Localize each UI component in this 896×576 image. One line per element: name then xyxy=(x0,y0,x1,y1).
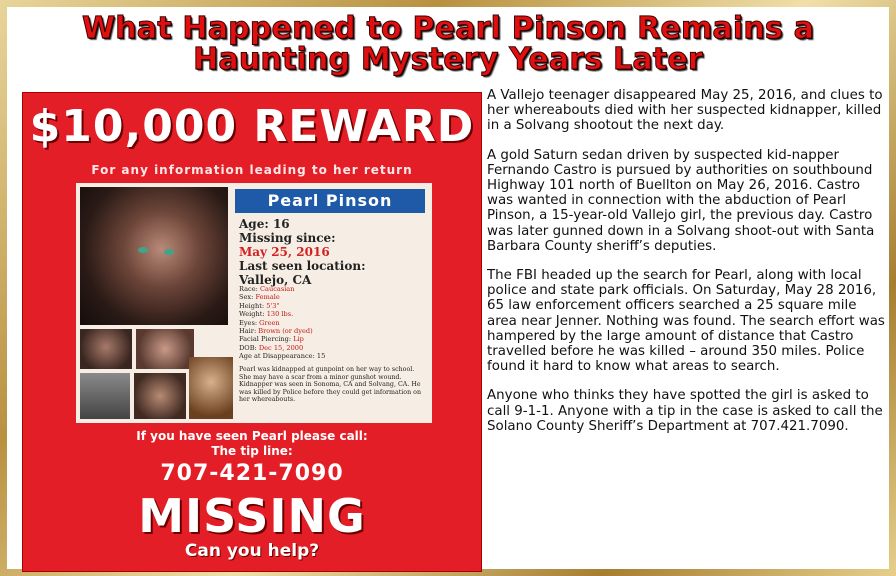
thumbnail-photo xyxy=(136,329,194,369)
missing-poster xyxy=(22,92,482,572)
eye-shape xyxy=(138,247,148,253)
article-canvas xyxy=(7,7,889,569)
detail-row: Race: Caucasian xyxy=(239,285,295,293)
detail-row: DOB: Dec 15, 2000 xyxy=(239,343,304,352)
missing-title: MISSING xyxy=(138,489,366,543)
article-paragraph: A Vallejo teenager disappeared May 25, 2016, and clues to her whereabouts died with her suspected kidnapper, killed in a Solvang shootout the next day. xyxy=(487,88,883,134)
headline-line-2: Haunting Mystery Years Later xyxy=(193,42,703,77)
tip-line-phone: 707-421-7090 xyxy=(160,461,344,486)
detail-row: Height: 5'3" xyxy=(239,301,280,310)
key-info xyxy=(239,217,429,287)
article-body xyxy=(487,88,885,448)
thumbnail-photo xyxy=(189,357,233,419)
last-seen-label: Last seen location: xyxy=(239,259,366,273)
thumbnail-photo xyxy=(80,329,132,369)
call-instructions xyxy=(23,429,481,459)
reward-subtitle: For any information leading to her return xyxy=(91,163,413,177)
article-paragraph: Anyone who thinks they have spotted the girl is asked to call 9-1-1. Anyone with a tip in the case is asked to call the Solano County Sheriff’s Department at 707.421.7090. xyxy=(487,388,883,434)
article-paragraph: A gold Saturn sedan driven by suspected kid-napper Fernando Castro is pursued by authorities on southbound Highway 101 north of Buellton on May 26, 2016. Castro was wanted in connection with the abduction of Pearl Pinson, a 15-year-old Vallejo girl, the previous day. Castro was later gunned down in a Solvang shoot-out with Santa Barbara County sheriff’s deputies. xyxy=(487,147,875,254)
eye-shape xyxy=(164,249,174,255)
detail-row: Eyes: Green xyxy=(239,318,280,327)
call-line-1: If you have seen Pearl please call: xyxy=(136,429,368,443)
detail-row: Age at Disappearance: 15 xyxy=(239,352,326,361)
detail-row: Facial Piercing: Lip xyxy=(239,335,304,344)
detail-row: Weight: 130 lbs. xyxy=(239,310,294,319)
help-subtitle: Can you help? xyxy=(184,541,320,561)
missing-since-label: Missing since: xyxy=(239,231,336,245)
headline-line-1: What Happened to Pearl Pinson Remains a xyxy=(81,11,815,46)
detail-row: Hair: Brown (or dyed) xyxy=(239,327,313,336)
thumbnail-photo xyxy=(80,373,130,419)
age: Age: 16 xyxy=(239,217,290,231)
article-paragraph: The FBI headed up the search for Pearl, along with local police and state park officials. On Saturday, May 28 2016, 65 law enforcement officers searched a 25 square mile area near Jenner. Nothing was found. The search effort was hampered by the large amount of distance that Castro travelled before he was killed – around 350 miles. Police found it hard to know what areas to search. xyxy=(487,268,885,375)
narrative: Pearl was kidnapped at gunpoint on her way to school. She may have a scar from a minor gunshot wound. Kidnapper was seen in Sonoma, CA and Solvang, CA. He was killed by Police before they could get information on her whereabouts. xyxy=(239,366,422,404)
reward-title: $10,000 REWARD xyxy=(29,101,475,152)
headline xyxy=(7,13,889,75)
thumbnail-photo xyxy=(134,373,186,419)
missing-since-value: May 25, 2016 xyxy=(239,245,330,259)
main-photo xyxy=(80,187,228,325)
details-list xyxy=(239,285,429,361)
name-banner: Pearl Pinson xyxy=(235,189,425,213)
info-card xyxy=(76,183,432,423)
detail-row: Sex: Female xyxy=(239,293,280,302)
last-seen-value: Vallejo, CA xyxy=(239,273,312,287)
call-line-2: The tip line: xyxy=(211,444,293,458)
